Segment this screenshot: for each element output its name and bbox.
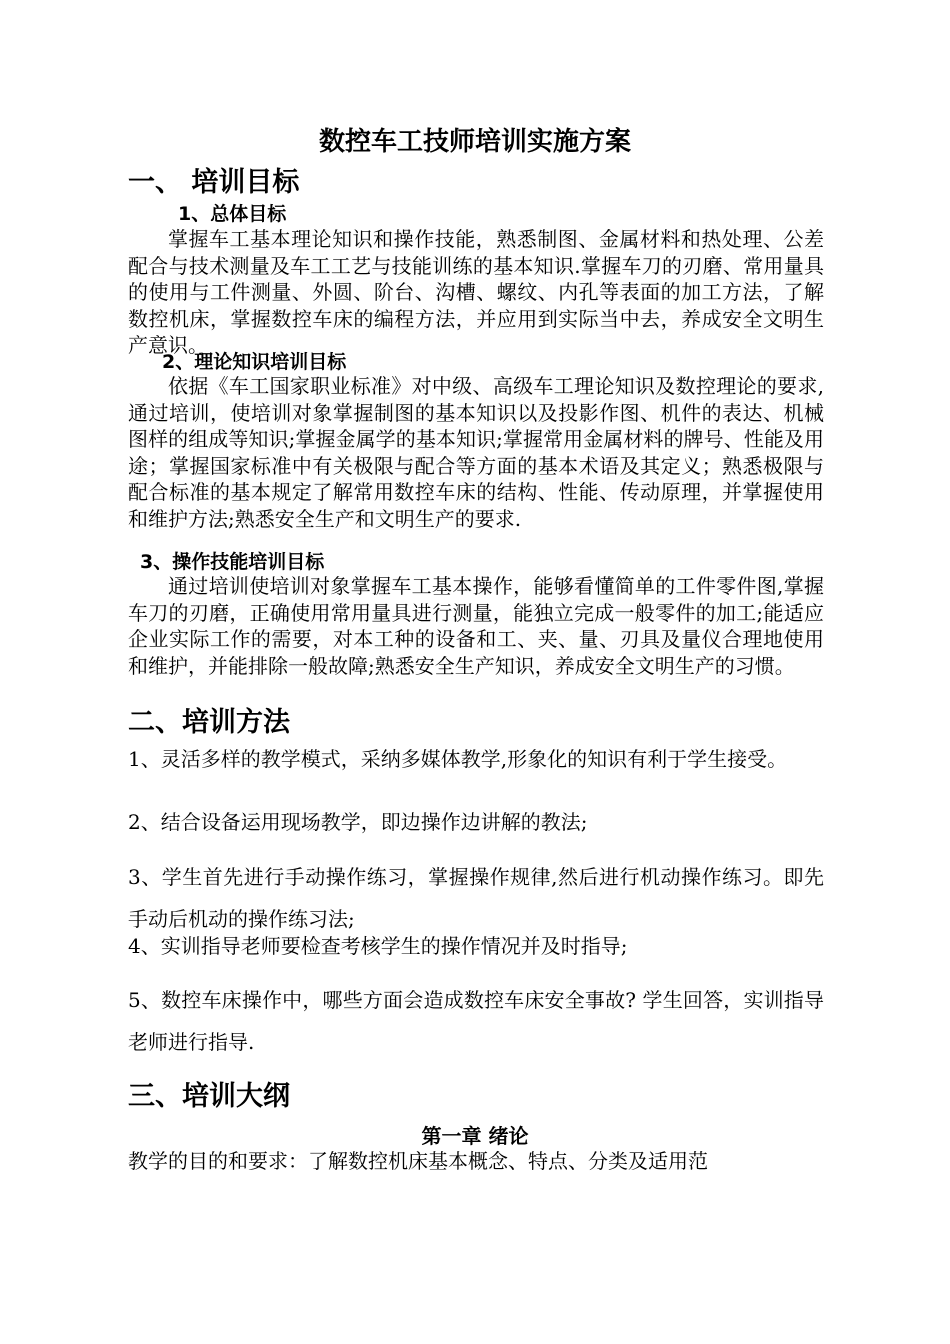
subheading-theory-goal: 2、理论知识培训目标	[162, 351, 347, 373]
paragraph-theory-goal: 依据《车工国家职业标准》对中级、高级车工理论知识及数控理论的要求,通过培训，使培训对象掌握制图的基本知识以及投影作图、机件的表达、机械图样的组成等知识;掌握金属学的基本知识;掌握常用金属材料的牌号、性能及用途；掌握国家标准中有关极限与配合等方面的基本术语及其定义；熟悉极限与配合标准的基本规定了解常用数控车床的结构、性能、传动原理，并掌握使用和维护方法;熟悉安全生产和文明生产的要求.	[128, 374, 824, 531]
section-heading-training-methods: 二、培训方法	[128, 707, 290, 738]
method-item-2: 2、结合设备运用现场教学，即边操作边讲解的教法;	[128, 810, 588, 834]
subheading-skill-goal: 3、操作技能培训目标	[140, 551, 325, 573]
paragraph-skill-goal: 通过培训使培训对象掌握车工基本操作，能够看懂简单的工件零件图,掌握车刀的刃磨，正确使用常用量具进行测量，能独立完成一般零件的加工;能适应企业实际工作的需要，对本工种的设备和工、夹、量、刃具及量仪合理地使用和维护，并能排除一般故障;熟悉安全生产知识，养成安全文明生产的习惯。	[128, 574, 824, 678]
method-item-4: 4、实训指导老师要检查考核学生的操作情况并及时指导;	[128, 934, 628, 958]
chapter-heading: 第一章 绪论	[421, 1124, 529, 1148]
subheading-overall-goal: 1、总体目标	[178, 203, 287, 225]
method-item-1: 1、灵活多样的教学模式，采纳多媒体教学,形象化的知识有利于学生接受。	[128, 747, 788, 771]
paragraph-overall-goal: 掌握车工基本理论知识和操作技能，熟悉制图、金属材料和热处理、公差配合与技术测量及车工工艺与技能训练的基本知识.掌握车刀的刃磨、常用量具的使用与工件测量、外圆、阶台、沟槽、螺纹、内孔等表面的加工方法，了解数控机床，掌握数控车床的编程方法，并应用到实际当中去，养成安全文明生产意识。	[128, 227, 824, 357]
method-item-3: 3、学生首先进行手动操作练习，掌握操作规律,然后进行机动操作练习。即先手动后机动的操作练习法;	[128, 865, 824, 931]
paragraph-chapter-intro: 教学的目的和要求：了解数控机床基本概念、特点、分类及适用范	[128, 1149, 708, 1173]
document-title: 数控车工技师培训实施方案	[318, 127, 631, 157]
method-item-5: 5、数控车床操作中，哪些方面会造成数控车床安全事故? 学生回答，实训指导老师进行指导.	[128, 988, 824, 1054]
section-heading-training-outline: 三、培训大纲	[128, 1081, 290, 1112]
section-heading-training-goals: 一、 培训目标	[128, 167, 300, 198]
